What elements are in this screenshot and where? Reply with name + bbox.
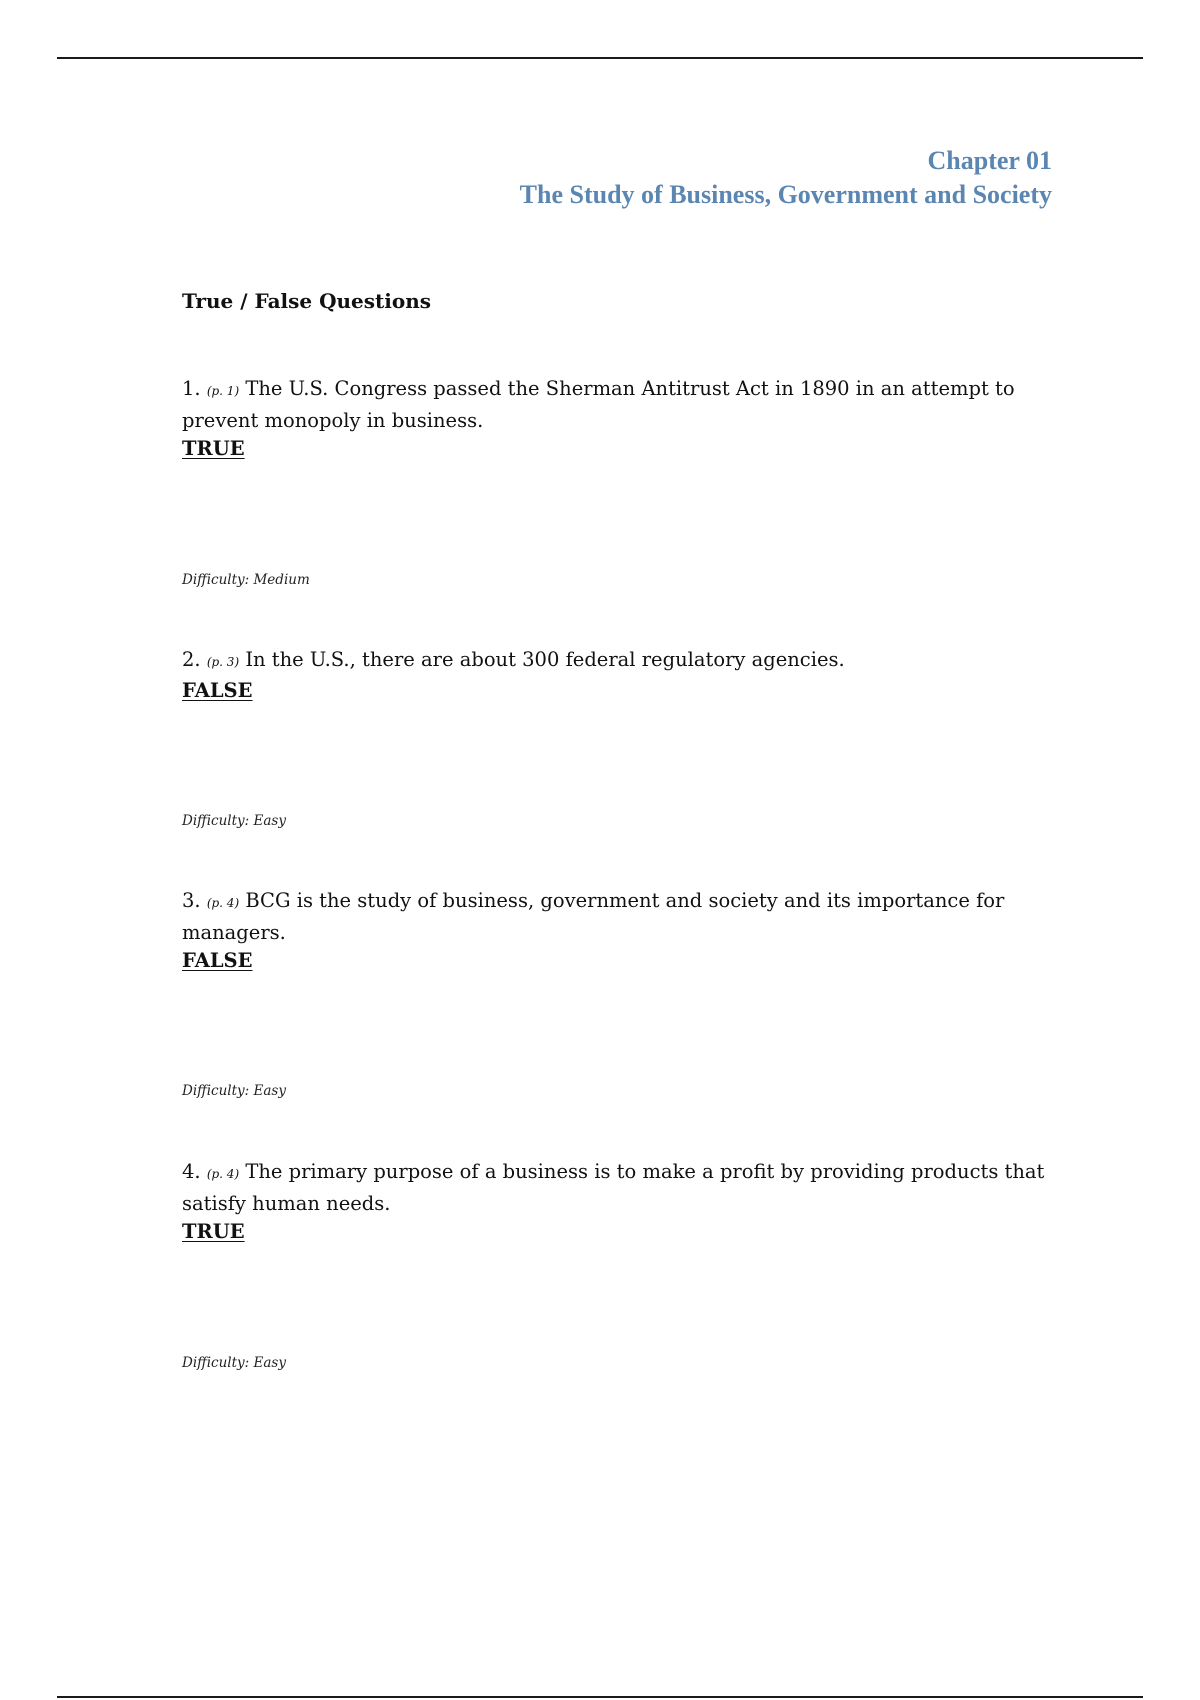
question-answer: TRUE bbox=[182, 1220, 245, 1243]
question-item bbox=[182, 886, 1062, 975]
question-page-ref: (p. 4) bbox=[206, 896, 240, 910]
question-text: The U.S. Congress passed the Sherman Antitrust Act in 1890 in an attempt to prevent monopoly in business. bbox=[182, 377, 1015, 432]
section-heading: True / False Questions bbox=[182, 289, 431, 313]
question-number: 3. bbox=[182, 889, 201, 912]
question-difficulty: Difficulty: Easy bbox=[182, 1355, 286, 1371]
top-rule bbox=[57, 57, 1143, 59]
chapter-title: The Study of Business, Government and Society bbox=[519, 180, 1052, 209]
question-text-block bbox=[182, 645, 1062, 677]
question-number: 2. bbox=[182, 648, 201, 671]
question-item bbox=[182, 1157, 1062, 1246]
chapter-header bbox=[520, 144, 1052, 212]
question-difficulty: Difficulty: Easy bbox=[182, 813, 286, 829]
question-number: 4. bbox=[182, 1160, 201, 1183]
question-text-block bbox=[182, 1157, 1062, 1218]
bottom-rule bbox=[57, 1696, 1143, 1698]
question-number: 1. bbox=[182, 377, 201, 400]
question-answer: FALSE bbox=[182, 949, 253, 972]
question-text: In the U.S., there are about 300 federal regulatory agencies. bbox=[245, 648, 845, 671]
question-difficulty: Difficulty: Medium bbox=[182, 572, 310, 588]
question-answer: TRUE bbox=[182, 437, 245, 460]
question-page-ref: (p. 1) bbox=[206, 384, 240, 398]
question-answer: FALSE bbox=[182, 679, 253, 702]
question-difficulty: Difficulty: Easy bbox=[182, 1083, 286, 1099]
question-text: The primary purpose of a business is to make a profit by providing products that satisfy human needs. bbox=[182, 1160, 1045, 1215]
question-text: BCG is the study of business, government and society and its importance for managers. bbox=[182, 889, 1005, 944]
question-text-block bbox=[182, 886, 1062, 947]
question-item bbox=[182, 374, 1062, 463]
question-page-ref: (p. 3) bbox=[206, 655, 240, 669]
question-text-block bbox=[182, 374, 1062, 435]
question-page-ref: (p. 4) bbox=[206, 1167, 240, 1181]
question-item bbox=[182, 645, 1062, 705]
chapter-number: Chapter 01 bbox=[927, 146, 1052, 175]
